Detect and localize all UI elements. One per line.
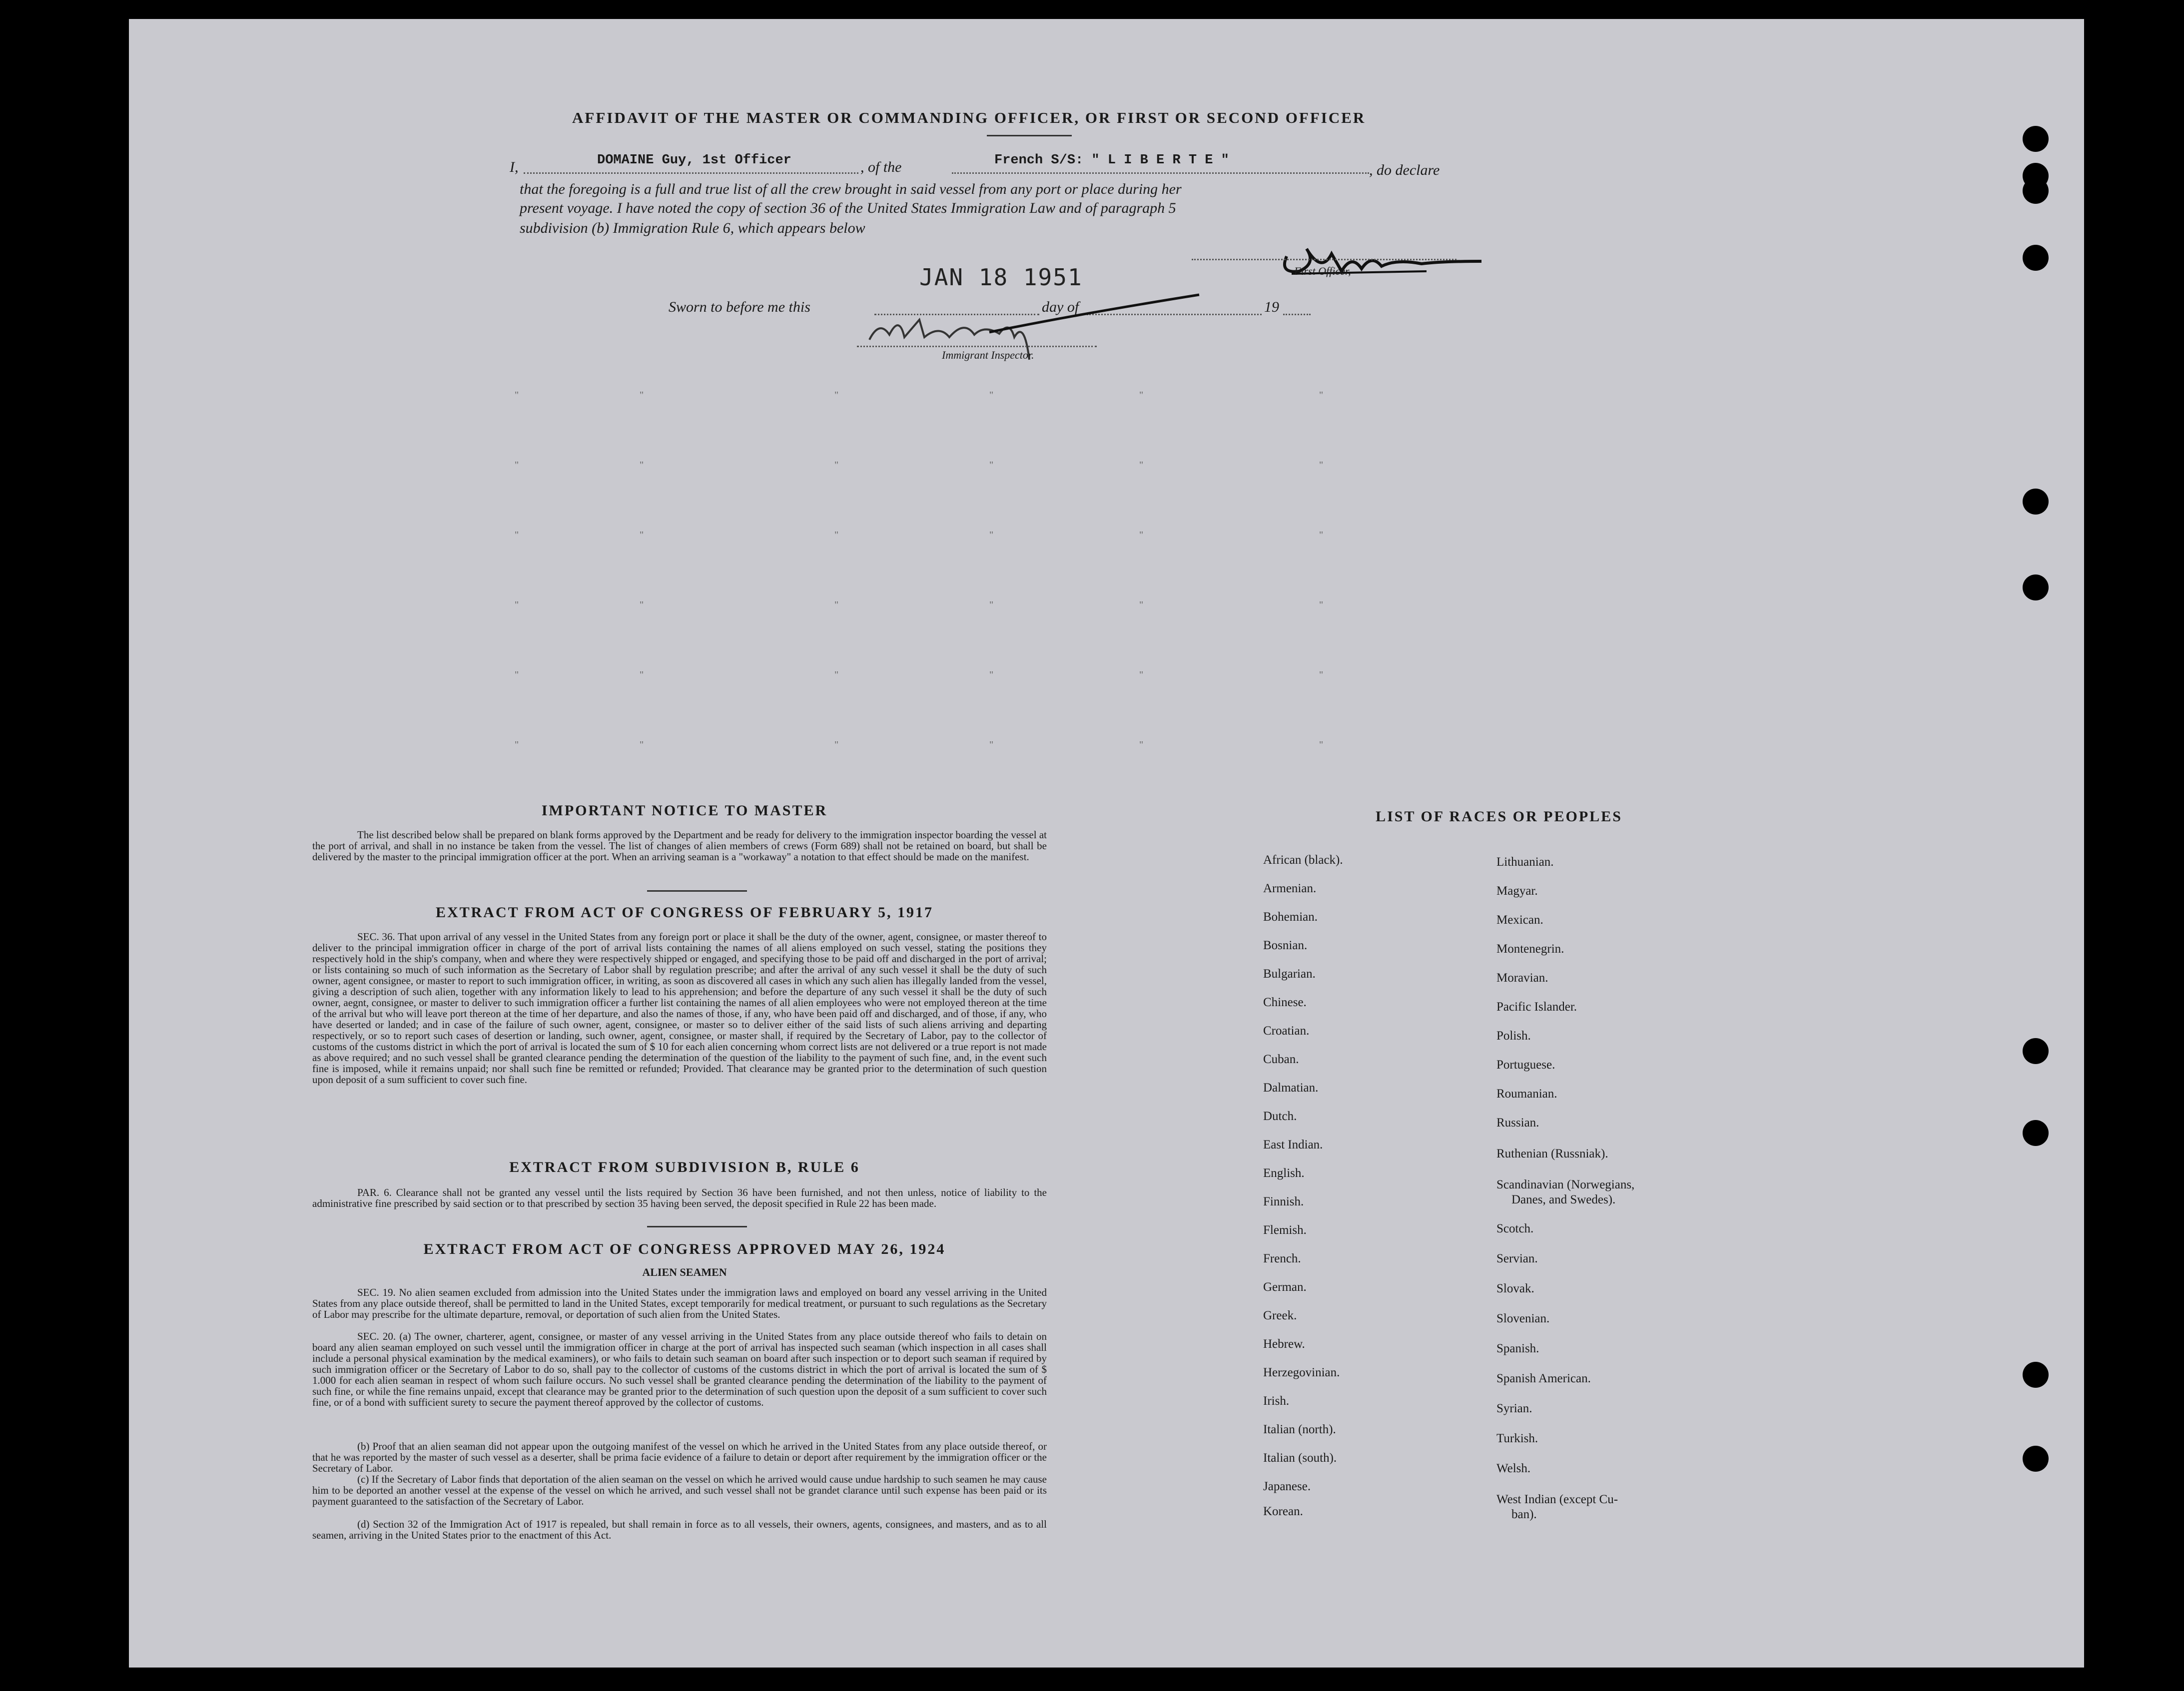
race-item: Syrian. xyxy=(1496,1402,1532,1415)
race-item: Mexican. xyxy=(1496,913,1543,927)
sec-20c-body: (c) If the Secretary of Labor finds that deportation of the alien seaman on the vessel on which he arrived would cause undue hardship to such seamen he may cause him to be deported an another vessel at the expense of the vessel on which he arrived, and such vessel shall not be grandet clarance until such expense has been paid or its payment guaranteed to the satisfaction of the Secretary of Labor. xyxy=(312,1473,1047,1507)
sec-20-body: SEC. 20. (a) The owner, charterer, agent, consignee, or master of any vessel arriving in the United States from any place outside thereof who fails to detain on board any alien seaman employed on such vessel until the immigration officer in charge at the port of arrival has inspected such seaman (which inspection in all cases shall include a personal physical examination by the medical examiners), or who fails to detain such seaman on board after such inspection or to deport such seaman if required by such immigration officer or the Secretary of Labor to do so, shall pay to the collector of customs of the customs district in which the port of arrival is located the sum of $ 1.000 for each alien seaman in respect of whom such failure occurs. No such vessel shall be granted clearance pending the determination of the liability to the payment of such fine, or while the fine remains unpaid, except that clearance may be granted prior to the determination of such question upon the deposit of a sum sufficient to cover such fine, or of a bond with sufficient surety to secure the payment thereof approved by the collector of customs. xyxy=(312,1330,1047,1408)
sec-20b-body: (b) Proof that an alien seaman did not appear upon the outgoing manifest of the vessel on which he arrived in the United States from any place outside thereof, or that he was reported by the master of such vessel as a deserter, shall be prima facie evidence of a failure to detain or deport after requirement by the immigration officer or the Secretary of Labor. xyxy=(312,1440,1047,1474)
year-prefix: 19 xyxy=(1264,299,1279,315)
notice-body: The list described below shall be prepared on blank forms approved by the Department and be ready for delivery to the immigration inspector boarding the vessel at the port of arrival, and shall in no instance be taken from the vessel. The list of changes of alien members of crews (Form 689) shall not be retained on board, but shall be delivered by the master to the principal immigration officer at the port. When an arriving seaman is a "workaway" a notation to that effect should be made on the manifest. xyxy=(312,829,1047,863)
punch-hole xyxy=(2023,574,2049,600)
race-item: Bohemian. xyxy=(1263,910,1318,924)
year-line xyxy=(1283,314,1311,315)
race-item: Croatian. xyxy=(1263,1024,1310,1038)
race-item: Lithuanian. xyxy=(1496,855,1554,869)
sec-19-body: SEC. 19. No alien seamen excluded from admission into the United States under the immigration laws and employed on board any vessel arriving in the United States from any place outside thereof, shall be permitted to land in the United States, except temporarily for medical treatment, or pursuant to such regulations as the Secretary of Labor may prescribe for the ultimate departure, removal, or deportation of such alien from the United States. xyxy=(312,1286,1047,1320)
race-item: Chinese. xyxy=(1263,996,1307,1009)
race-item: Moravian. xyxy=(1496,971,1548,985)
race-item: Italian (south). xyxy=(1263,1451,1337,1465)
race-item: Servian. xyxy=(1496,1252,1538,1265)
race-item: Spanish. xyxy=(1496,1342,1539,1355)
affidavit-line-3: present voyage. I have noted the copy of section 36 of the United States Immigration Law and of paragraph 5 xyxy=(520,200,1176,216)
punch-hole xyxy=(2023,245,2049,271)
alien-seamen-subtitle: ALIEN SEAMEN xyxy=(642,1266,727,1278)
inspector-caption: Immigrant Inspector. xyxy=(942,349,1034,361)
race-item: East Indian. xyxy=(1263,1138,1323,1151)
race-item: German. xyxy=(1263,1280,1307,1294)
race-item: Polish. xyxy=(1496,1029,1531,1043)
race-item: Danes, and Swedes). xyxy=(1511,1193,1616,1206)
extract-rule6-body: PAR. 6. Clearance shall not be granted any vessel until the lists required by Section 36 have been furnished, and not then unless, notice of liability to the administrative fine prescribed by said section or to that prescribed by section 35 having been served, the deposit specified in Rule 22 has been made. xyxy=(312,1186,1047,1209)
stamp-date: JAN 18 1951 xyxy=(919,264,1083,291)
race-item: African (black). xyxy=(1263,853,1343,867)
punch-hole xyxy=(2023,178,2049,204)
affidavit-line-2: that the foregoing is a full and true list of all the crew brought in said vessel from any port or place during her xyxy=(520,181,1182,197)
extract-1924-title: EXTRACT FROM ACT OF CONGRESS APPROVED MAY 26, 1924 xyxy=(423,1241,946,1257)
title-underline xyxy=(987,135,1072,136)
race-item: Russian. xyxy=(1496,1116,1539,1129)
race-item: Herzegovinian. xyxy=(1263,1366,1340,1379)
race-item: Korean. xyxy=(1263,1505,1303,1518)
punch-hole xyxy=(2023,1362,2049,1388)
do-declare-label: , do declare xyxy=(1369,162,1440,178)
affidavit-i: I, xyxy=(510,159,519,175)
divider xyxy=(647,1226,747,1227)
sworn-label: Sworn to before me this xyxy=(669,299,810,315)
of-the-label: , of the xyxy=(860,159,902,175)
sec-20d-body: (d) Section 32 of the Immigration Act of 1917 is repealed, but shall remain in force as to all vessels, their owners, agents, consignees, and masters, and as to all seamen, arriving in the United States prior to the enactment of this Act. xyxy=(312,1518,1047,1541)
inspector-line xyxy=(857,346,1097,347)
race-item: Montenegrin. xyxy=(1496,942,1564,956)
race-item: Roumanian. xyxy=(1496,1087,1557,1101)
inspector-signature xyxy=(864,290,1214,365)
race-item: ban). xyxy=(1511,1508,1537,1521)
race-item: Magyar. xyxy=(1496,884,1538,898)
divider xyxy=(647,890,747,892)
punch-hole xyxy=(2023,1120,2049,1146)
races-title: LIST OF RACES OR PEOPLES xyxy=(1376,808,1622,825)
race-item: Cuban. xyxy=(1263,1053,1299,1066)
punch-hole xyxy=(2023,1446,2049,1472)
officer-signature-line xyxy=(1192,259,1456,260)
officer-signature xyxy=(1277,234,1486,289)
race-item: Bulgarian. xyxy=(1263,967,1316,981)
race-item: Welsh. xyxy=(1496,1462,1531,1475)
race-item: Scandinavian (Norwegians, xyxy=(1496,1178,1635,1191)
officer-name: DOMAINE Guy, 1st Officer xyxy=(597,153,791,168)
punch-hole xyxy=(2023,1038,2049,1064)
race-item: Turkish. xyxy=(1496,1432,1538,1445)
notice-title: IMPORTANT NOTICE TO MASTER xyxy=(541,802,828,819)
race-item: Armenian. xyxy=(1263,882,1317,895)
race-item: West Indian (except Cu- xyxy=(1496,1493,1618,1506)
race-item: Slovenian. xyxy=(1496,1312,1550,1325)
race-item: Greek. xyxy=(1263,1309,1297,1322)
race-item: Italian (north). xyxy=(1263,1423,1336,1436)
race-item: Spanish American. xyxy=(1496,1372,1591,1385)
race-item: Hebrew. xyxy=(1263,1337,1305,1351)
race-item: Irish. xyxy=(1263,1394,1290,1408)
punch-hole xyxy=(2023,489,2049,515)
vessel-name: French S/S: " L I B E R T E " xyxy=(994,153,1229,168)
affidavit-title: AFFIDAVIT OF THE MASTER OR COMMANDING OFFICER, OR FIRST OR SECOND OFFICER xyxy=(572,109,1366,126)
extract-rule6-title: EXTRACT FROM SUBDIVISION B, RULE 6 xyxy=(509,1159,860,1175)
race-item: Scotch. xyxy=(1496,1222,1534,1235)
punch-hole xyxy=(2023,126,2049,152)
day-of-label: day of xyxy=(1042,299,1079,315)
race-item: Japanese. xyxy=(1263,1480,1311,1493)
race-item: Ruthenian (Russniak). xyxy=(1496,1147,1608,1160)
extract-1917-body: SEC. 36. That upon arrival of any vessel in the United States from any foreign port or place it shall be the duty of the owner, agent, consignee, or master thereof to deliver to the principal immigration officer in charge of the port of arrival lists containing the names of all aliens employed on such vessel, stating the positions they respectively hold in the ship's company, when and where they were respectively shipped or engaged, and specifying those to be paid off and discharged in the port of arrival; or lists containing so much of such information as the Secretary of Labor shall by regulation prescribe; and after the arrival of any such vessel it shall be the duty of such owner, agent consignee, or master to report to such immigration officer, in writing, as soon as discovered all cases in which any such alien has illegally landed from the vessel, giving a description of such alien, together with any information likely to lead to his apprehension; and before the departure of any such vessel it shall be the duty of such owner, aegnt, consignee, or master to deliver to such immigration officer a further list containing the names of all alien employees who were not employed thereon at the time of the arrival but who will leave port thereon at the time of her departure, and also the names of those, if any, who have been paid off and discharged, and of those, if any, who have deserted or landed; and in case of the failure of such owner, agent, consignee, or master so to deliver either of the said lists of such aliens arriving and departing respectively, or so to report such cases of desertion or landing, such owner, agent, consignee, or master shall, if required by the Secretary of Labor, pay to the collector of customs of the customs district in which the port of arrival is located the sum of $ 10 for each alien concerning whom correct lists are not delivered or a true report is not made as above required; and no such vessel shall be granted clearance pending the determination of the question of the liability to the payment of such fine, and, in the event such fine is imposed, while it remains unpaid; nor shall such fine be remitted or refunded; Provided. That clearance may be granted prior to the determination of such question upon deposit of a sum sufficient to cover such fine. xyxy=(312,931,1047,1086)
officer-caption: First Officer, xyxy=(1294,265,1351,277)
affidavit-line-4: subdivision (b) Immigration Rule 6, which appears below xyxy=(520,220,865,236)
race-item: English. xyxy=(1263,1166,1305,1180)
race-item: Portuguese. xyxy=(1496,1058,1555,1072)
race-item: Finnish. xyxy=(1263,1195,1304,1208)
race-item: French. xyxy=(1263,1252,1301,1265)
race-item: Slovak. xyxy=(1496,1282,1534,1295)
race-item: Dalmatian. xyxy=(1263,1081,1319,1095)
vessel-dotted-line xyxy=(952,172,1369,174)
race-item: Dutch. xyxy=(1263,1110,1297,1123)
race-item: Bosnian. xyxy=(1263,939,1308,952)
name-dotted-line xyxy=(524,172,858,174)
race-item: Pacific Islander. xyxy=(1496,1000,1577,1014)
race-item: Flemish. xyxy=(1263,1223,1307,1237)
extract-1917-title: EXTRACT FROM ACT OF CONGRESS OF FEBRUARY 5, 1917 xyxy=(435,904,934,921)
